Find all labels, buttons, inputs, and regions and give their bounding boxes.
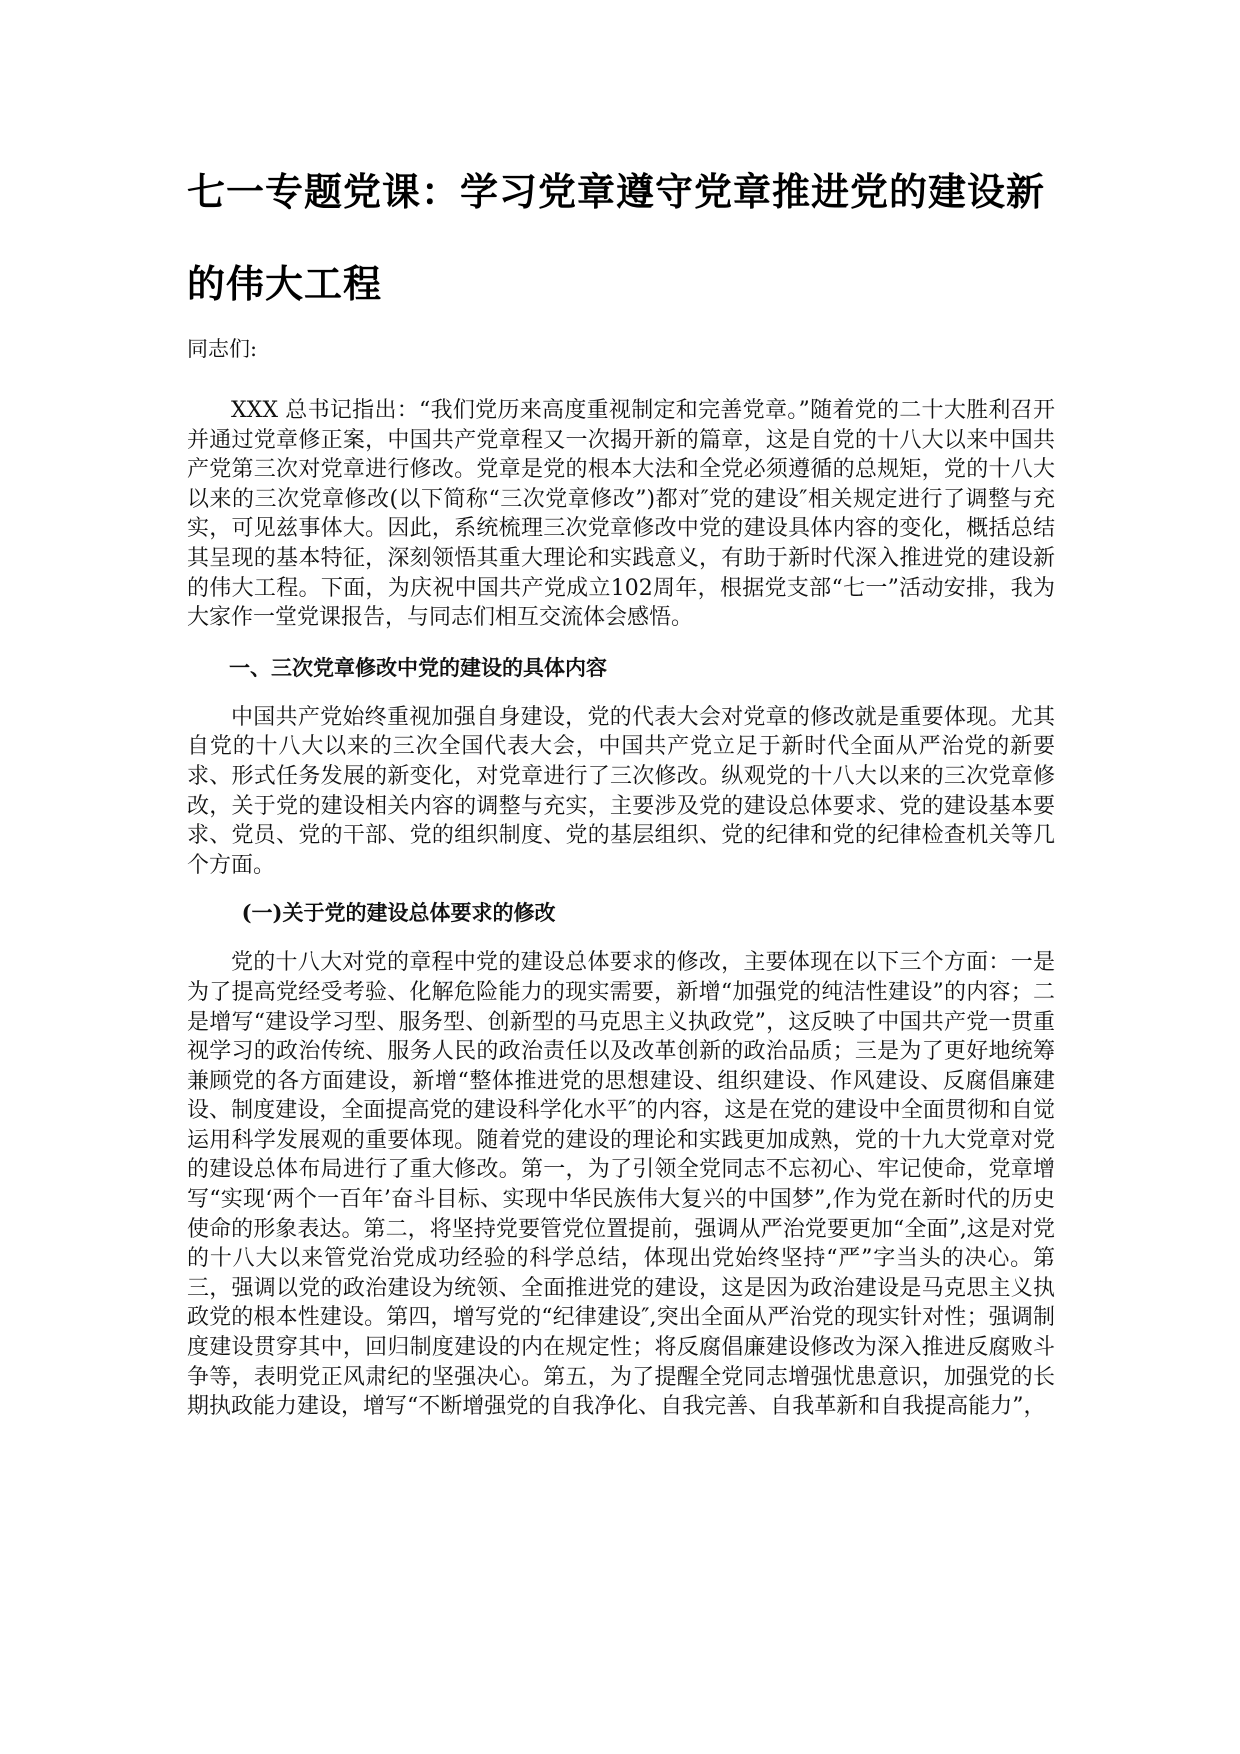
intro-paragraph: XXX 总书记指出：“我们党历来高度重视制定和完善党章。”随着党的二十大胜利召开并通过党章修正案，中国共产党章程又一次揭开新的篇章，这是自党的十八大以来中国共产党第三次对党章进行修改。党章是党的根本大法和全党必须遵循的总规矩，党的十八大以来的三次党章修改(以下简称“三次党章修改”)都对″党的建设″相关规定进行了调整与充实，可见兹事体大。因此，系统梳理三次党章修改中党的建设具体内容的变化，概括总结其呈现的基本特征，深刻领悟其重大理论和实践意义，有助于新时代深入推进党的建设新的伟大工程。下面，为庆祝中国共产党成立102周年，根据党支部“七一”活动安排，我为大家作一堂党课报告，与同志们相互交流体会感悟。 <box>187 398 1055 631</box>
document-page <box>187 0 1055 1754</box>
subsection-paragraph: 党的十八大对党的章程中党的建设总体要求的修改，主要体现在以下三个方面：一是为了提高党经受考验、化解危险能力的现实需要，新增“加强党的纯洁性建设”的内容；二是增写“建设学习型、服务型、创新型的马克思主义执政党”，这反映了中国共产党一贯重视学习的政治传统、服务人民的政治责任以及改革创新的政治品质；三是为了更好地统筹兼顾党的各方面建设，新增“整体推进党的思想建设、组织建设、作风建设、反腐倡廉建设、制度建设，全面提高党的建设科学化水平″的内容，这是在党的建设中全面贯彻和自觉运用科学发展观的重要体现。随着党的建设的理论和实践更加成熟，党的十九大党章对党的建设总体布局进行了重大修改。第一，为了引领全党同志不忘初心、牢记使命，党章增写“实现‘两个一百年’奋斗目标、实现中华民族伟大复兴的中国梦”,作为党在新时代的历史使命的形象表达。第二，将坚持党要管党位置提前，强调从严治党要更加“全面”,这是对党的十八大以来管党治党成功经验的科学总结，体现出党始终坚持“严”字当头的决心。第三，强调以党的政治建设为统领、全面推进党的建设，这是因为政治建设是马克思主义执政党的根本性建设。第四，增写党的“纪律建设″,突出全面从严治党的现实针对性；强调制度建设贯穿其中，回归制度建设的内在规定性；将反腐倡廉建设修改为深入推进反腐败斗争等，表明党正风肃纪的坚强决心。第五，为了提醒全党同志增强忧患意识，加强党的长期执政能力建设，增写“不断增强党的自我净化、自我完善、自我革新和自我提高能力”， <box>187 950 1055 1420</box>
subsection-heading: (一)关于党的建设总体要求的修改 <box>241 900 556 926</box>
document-title: 七一专题党课：学习党章遵守党章推进党的建设新的伟大工程 <box>187 169 1046 306</box>
section-paragraph: 中国共产党始终重视加强自身建设，党的代表大会对党章的修改就是重要体现。尤其自党的十八大以来的三次全国代表大会，中国共产党立足于新时代全面从严治党的新要求、形式任务发展的新变化，对党章进行了三次修改。纵观党的十八大以来的三次党章修改，关于党的建设相关内容的调整与充实，主要涉及党的建设总体要求、党的建设基本要求、党员、党的干部、党的组织制度、党的基层组织、党的纪律和党的纪律检查机关等几个方面。 <box>187 704 1055 878</box>
greeting: 同志们: <box>187 337 258 361</box>
section-heading: 一、三次党章修改中党的建设的具体内容 <box>229 654 607 680</box>
